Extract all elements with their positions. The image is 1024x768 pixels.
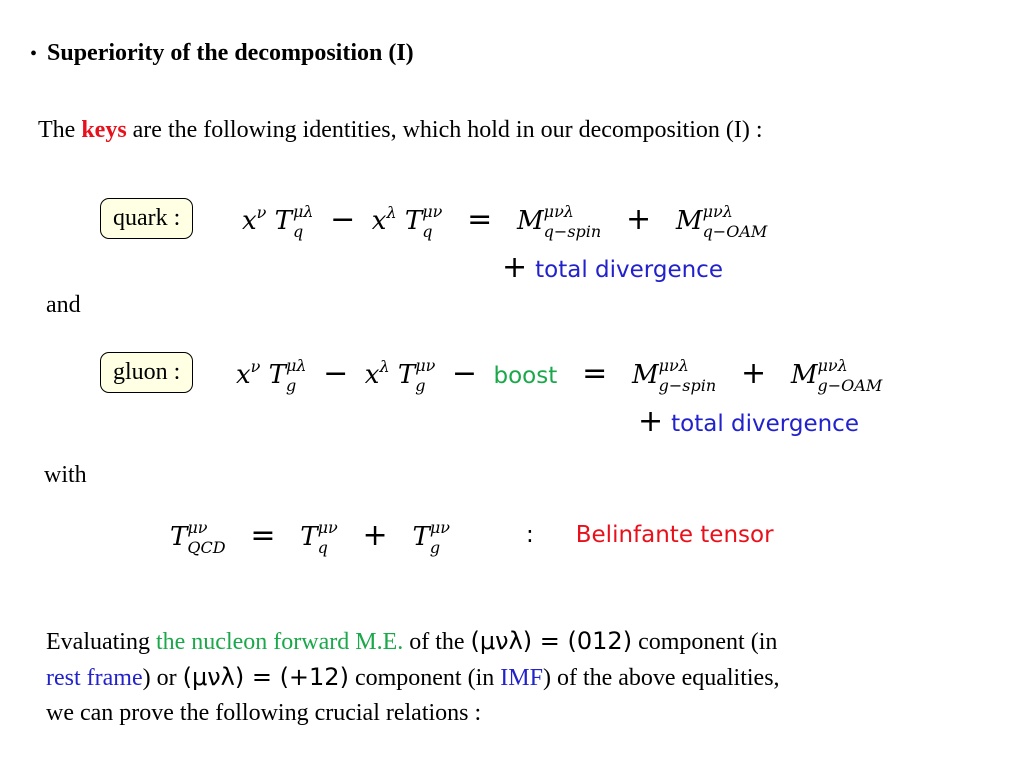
para-p7: component (in	[354, 665, 501, 691]
intro-post: are the following identities, which hold in our decomposition (I) :	[126, 117, 763, 143]
gluon-divergence-line: + total divergence	[638, 404, 859, 439]
belinfante-label: Belinfante tensor	[575, 522, 774, 548]
gluon-label-box	[100, 352, 193, 393]
belinfante-label-line	[526, 522, 774, 548]
para-p10: we can prove the following crucial relations :	[46, 700, 482, 726]
para-math-plus12: (μνλ) = (+12)	[182, 663, 349, 691]
gluon-total-divergence: total divergence	[671, 411, 859, 437]
quark-equation: $x^\nu$ T μλ q − $x^\lambda$ T μν q = M μνλ q−spin + M μνλ q−OAM	[242, 202, 768, 241]
para-math-012: (μνλ) = (012)	[470, 627, 633, 655]
para-p6: ) or	[142, 665, 183, 691]
slide-heading	[30, 40, 414, 67]
belinfante-equation: T μν QCD = T μν q + T μν g	[170, 518, 450, 557]
quark-divergence-line: + total divergence	[502, 250, 723, 285]
para-p1: Evaluating	[46, 629, 156, 655]
para-p9: ) of the above equalities,	[542, 665, 780, 691]
quark-total-divergence: total divergence	[535, 257, 723, 283]
heading-text: Superiority of the decomposition (I)	[47, 40, 414, 66]
gluon-label: gluon :	[113, 359, 181, 385]
bullet-icon: •	[30, 43, 38, 65]
belinfante-colon: :	[526, 522, 534, 548]
intro-keyword: keys	[81, 117, 127, 143]
gluon-equation: $x^\nu$ T μλ g − $x^\lambda$ T μν g − boost = M μνλ g−spin + M μνλ g−OAM	[236, 356, 883, 395]
para-imf: IMF	[500, 665, 543, 691]
quark-label: quark :	[113, 205, 181, 231]
para-rest-frame: rest frame	[46, 665, 143, 691]
gluon-boost: boost	[493, 363, 558, 389]
intro-pre: The	[38, 117, 82, 143]
quark-label-box	[100, 198, 193, 239]
para-p3: of the	[403, 629, 471, 655]
conclusion-paragraph	[46, 624, 976, 731]
and-text: and	[46, 292, 81, 318]
intro-sentence	[38, 117, 763, 144]
with-text: with	[44, 462, 87, 488]
para-p4: component (in	[638, 629, 778, 655]
para-nucleon-me: the nucleon forward M.E.	[155, 629, 404, 655]
